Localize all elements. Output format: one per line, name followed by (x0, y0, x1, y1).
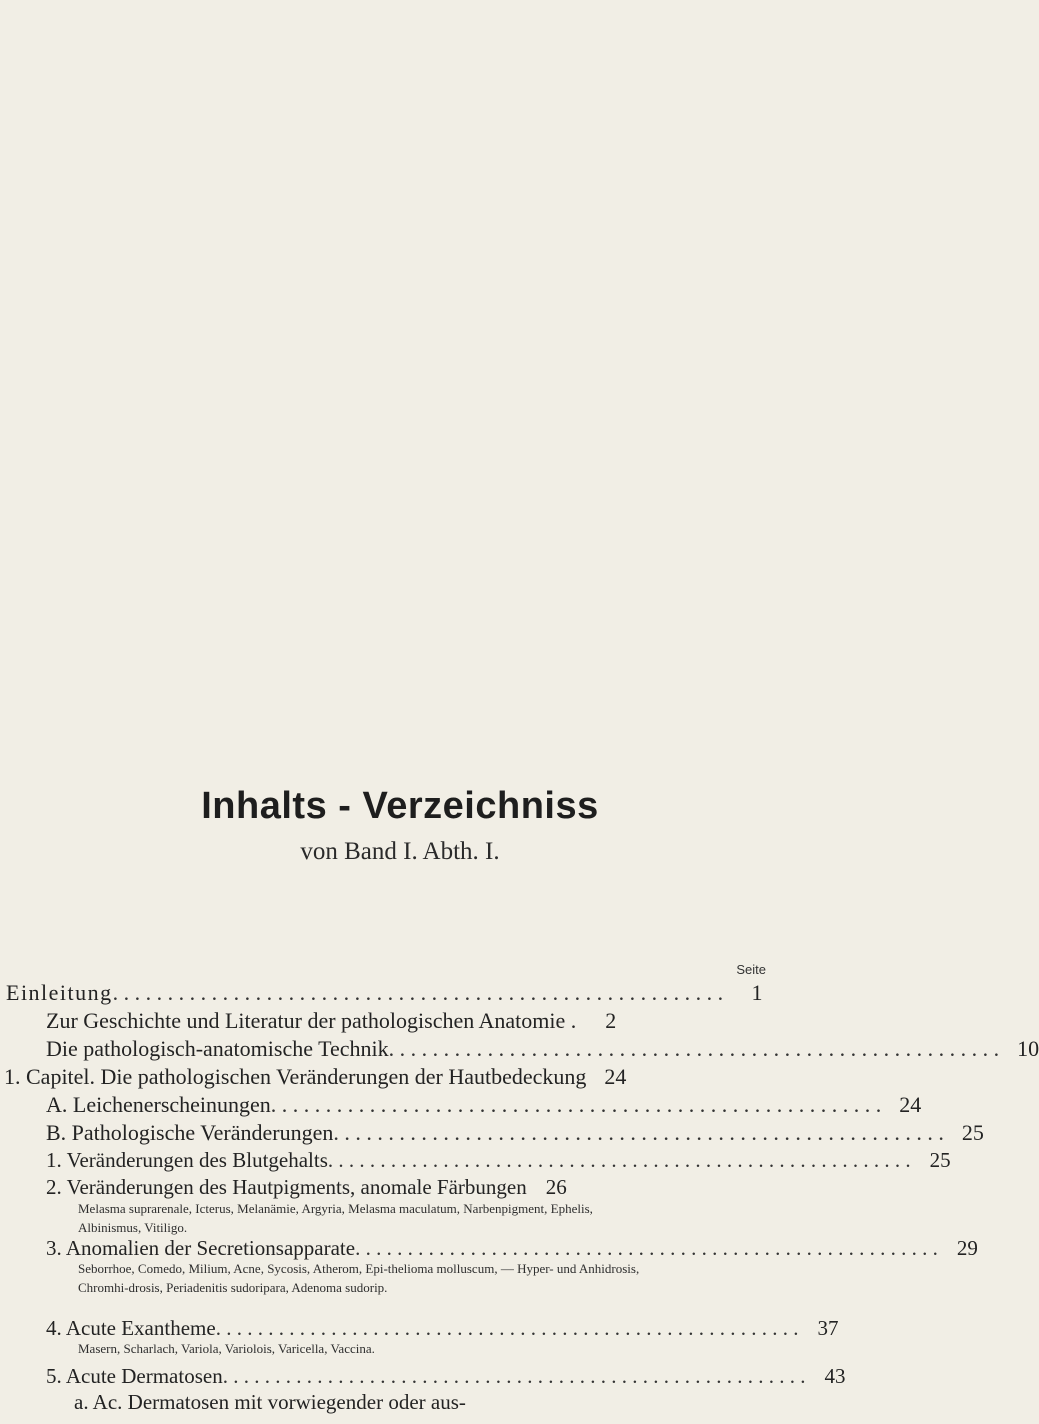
toc-entry-cutis-line1 (74, 1390, 764, 1415)
toc-entry-acute-exantheme (46, 1316, 839, 1341)
toc-entry-leichenerscheinungen (46, 1092, 922, 1118)
toc-entry-pathologische-veraenderungen (46, 1120, 984, 1146)
toc-entry-page: 1 (751, 980, 764, 1005)
toc-entry-label: 5. Acute Dermatosen (46, 1364, 223, 1388)
toc-entry-page: 24 (604, 1064, 627, 1089)
toc-entry-page: 43 (824, 1364, 846, 1388)
toc-entry-page: 26 (545, 1175, 567, 1199)
toc-entry-label: 1. Capitel. Die pathologischen Veränderungen der Hautbedeckung (4, 1064, 587, 1089)
dot-leader (216, 1316, 799, 1341)
volume-subtitle: von Band I. Abth. I. (300, 838, 500, 865)
subnote-pigment: Melasma suprarenale, Icterus, Melanämie, Argyria, Melasma maculatum, Narbenpigment, Ephelis, Albinismus, Vitiligo. (78, 1201, 593, 1235)
dot-leader (328, 1148, 911, 1173)
dot-leader (333, 1120, 944, 1146)
toc-entry-page: 2 (605, 1008, 617, 1033)
toc-entry-geschichte (46, 1008, 764, 1034)
toc-entry-hautpigment (46, 1175, 764, 1200)
toc-entry-page: 25 (961, 1120, 984, 1145)
toc-entry-acute-dermatosen (46, 1364, 846, 1389)
toc-entry-label: A. Leichenerscheinungen (46, 1092, 271, 1117)
dot-leader (355, 1236, 938, 1261)
toc-entry-label: Einleitung (6, 980, 113, 1005)
page-title: Inhalts - Verzeichniss (201, 785, 599, 827)
dot-leader (223, 1364, 806, 1389)
toc-entry-page: 25 (929, 1148, 951, 1172)
page-column-label: Seite (736, 962, 766, 977)
toc-entry-technik (46, 1036, 1039, 1062)
toc-entry-label: 3. Anomalien der Secretionsapparate (46, 1236, 356, 1260)
toc-entry-label: B. Pathologische Veränderungen (46, 1120, 334, 1145)
toc-entry-label: 4. Acute Exantheme (46, 1316, 216, 1340)
toc-entry-secretionsapparate (46, 1236, 978, 1261)
toc-entry-label: a. Ac. Dermatosen mit vorwiegender oder aus- (74, 1390, 466, 1414)
toc-entry-label: Die pathologisch-anatomische Technik (46, 1036, 389, 1061)
toc-entry-label: 1. Veränderungen des Blutgehalts (46, 1148, 328, 1172)
subnote-exantheme: Masern, Scharlach, Variola, Variolois, Varicella, Vaccina. (78, 1341, 375, 1356)
toc-entry-blutgehalt (46, 1148, 951, 1173)
toc-entry-page: 24 (899, 1092, 922, 1117)
toc-entry-page: 37 (817, 1316, 839, 1340)
dot-leader (271, 1092, 882, 1118)
dot-leader (113, 980, 724, 1006)
dot-leader (389, 1036, 1000, 1062)
toc-entry-label: Zur Geschichte und Literatur der pathologischen Anatomie . (46, 1008, 577, 1033)
toc-entry-page: 29 (956, 1236, 978, 1260)
toc-entry-label: 2. Veränderungen des Hautpigments, anomale Färbungen (46, 1175, 527, 1199)
toc-entry-page: 10 (1017, 1036, 1039, 1061)
subnote-secretion: Seborrhoe, Comedo, Milium, Acne, Sycosis, Atherom, Epi-thelioma molluscum, — Hyper- und Anhidrosis, Chromhi-drosis, Periadenitis sudoripara, Adenoma sudorip. (78, 1261, 640, 1295)
toc-entry-einleitung (6, 980, 764, 1006)
toc-entry-capitel-1 (4, 1064, 764, 1090)
